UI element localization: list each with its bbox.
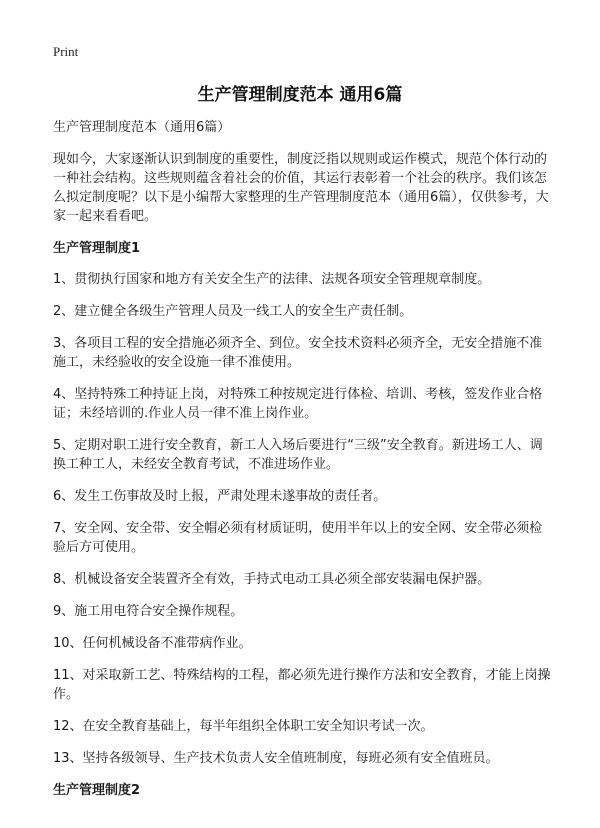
list-item: 6、发生工伤事故及时上报，严肃处理未遂事故的责任者。 bbox=[53, 489, 387, 504]
page-title: 生产管理制度范本 通用6篇 bbox=[197, 85, 403, 105]
list-item: 9、施工用电符合安全操作规程。 bbox=[53, 604, 244, 619]
list-item: 10、任何机械设备不准带病作业。 bbox=[53, 636, 252, 651]
list-item: 1、贯彻执行国家和地方有关安全生产的法律、法规各项安全管理规章制度。 bbox=[53, 272, 491, 287]
list-item: 11、对采取新工艺、特殊结构的工程，都必须先进行操作方法和安全教育，才能上岗操作。 bbox=[53, 668, 551, 702]
intro-paragraph: 现如今，大家逐渐认识到制度的重要性，制度泛指以规则或运作模式，规范个体行动的一种社会结构。这些规则蕴含着社会的价值，其运行表彰着一个社会的秩序。我们该怎么拟定制度呢？以下是小编帮大家整理的生产管理制度范本（通用6篇），仅供参考，大家一起来看看吧。 bbox=[53, 152, 549, 224]
list-item: 12、在安全教育基础上，每半年组织全体职工安全知识考试一次。 bbox=[53, 719, 434, 734]
list-item: 8、机械设备安全装置齐全有效，手持式电动工具必须全部安装漏电保护器。 bbox=[53, 572, 491, 587]
section-heading-2: 生产管理制度2 bbox=[53, 783, 141, 798]
list-item: 7、安全网、安全带、安全帽必须有材质证明，使用半年以上的安全网、安全带必须检验后方可使用。 bbox=[53, 521, 543, 555]
print-link[interactable]: Print bbox=[53, 44, 79, 59]
list-item: 13、坚持各级领导、生产技术负责人安全值班制度，每班必须有安全值班员。 bbox=[53, 751, 499, 766]
document-body bbox=[53, 118, 553, 800]
list-item: 3、各项目工程的安全措施必须齐全、到位。安全技术资料必须齐全，无安全措施不准施工，未经验收的安全设施一律不准使用。 bbox=[53, 336, 543, 370]
document-subtitle: 生产管理制度范本（通用6篇） bbox=[53, 120, 231, 135]
list-item: 4、坚持特殊工种持证上岗，对特殊工种按规定进行体检、培训、考核，签发作业合格证；未经培训的.作业人员一律不准上岗作业。 bbox=[53, 387, 543, 421]
list-item: 2、建立健全各级生产管理人员及一线工人的安全生产责任制。 bbox=[53, 304, 413, 319]
section-heading-1: 生产管理制度1 bbox=[53, 241, 141, 256]
list-item: 5、定期对职工进行安全教育，新工人入场后要进行“三级”安全教育。新进场工人、调换工种工人，未经安全教育考试，不准进场作业。 bbox=[53, 438, 543, 472]
